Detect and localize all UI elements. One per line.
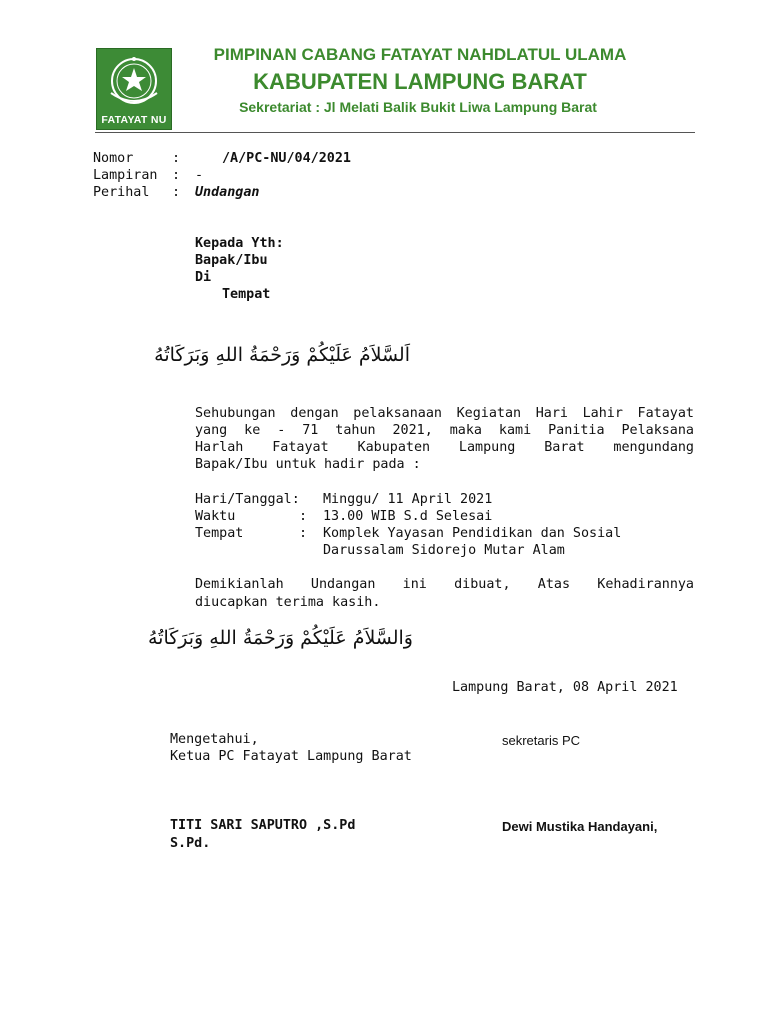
body-line: Bapak/Ibu untuk hadir pada :	[195, 457, 421, 472]
org-region: KABUPATEN LAMPUNG BARAT	[253, 69, 587, 94]
tempat-colon: :	[299, 526, 308, 541]
arabic-closing: وَالسَّلاَمُ عَلَيْكُمْ وَرَحْمَةُ اللهِ وَبَرَكَاتُهُ	[147, 627, 413, 649]
perihal-value: Undangan	[195, 185, 260, 200]
lampiran-colon: :	[172, 168, 181, 183]
secretary-title: sekretaris PC	[502, 733, 581, 748]
addressee-line: Tempat	[222, 287, 271, 302]
hari-label: Hari/Tanggal:	[195, 492, 300, 507]
body-line: Sehubungan dengan pelaksanaan Kegiatan Hari Lahir Fatayat	[195, 406, 694, 421]
chair-name: TITI SARI SAPUTRO ,S.Pd	[170, 818, 356, 833]
chair-title: Ketua PC Fatayat Lampung Barat	[170, 749, 412, 764]
waktu-label: Waktu	[195, 509, 236, 524]
closing-line: Demikianlah Undangan ini dibuat, Atas Kehadirannya	[195, 577, 694, 592]
arabic-greeting: اَلسَّلاَمُ عَلَيْكُمْ وَرَحْمَةُ اللهِ وَبَرَكَاتُهُ	[154, 344, 410, 366]
tempat-value-cont: Darussalam Sidorejo Mutar Alam	[323, 543, 565, 558]
nomor-label: Nomor	[93, 151, 134, 166]
nomor-colon: :	[172, 151, 181, 166]
closing-line: diucapkan terima kasih.	[195, 595, 381, 610]
lampiran-label: Lampiran	[93, 168, 158, 183]
secretary-name: Dewi Mustika Handayani,	[502, 819, 658, 834]
org-address: Sekretariat : Jl Melati Balik Bukit Liwa Lampung Barat	[239, 99, 597, 115]
hari-value: Minggu/ 11 April 2021	[323, 492, 493, 507]
addressee-line: Kepada Yth:	[195, 236, 284, 251]
logo-label: FATAYAT NU	[101, 114, 167, 126]
org-title: PIMPINAN CABANG FATAYAT NAHDLATUL ULAMA	[213, 45, 627, 64]
perihal-label: Perihal	[93, 185, 150, 200]
letter-date: Lampung Barat, 08 April 2021	[452, 680, 678, 695]
lampiran-value: -	[195, 168, 204, 183]
nomor-value: /A/PC-NU/04/2021	[222, 151, 351, 166]
addressee-line: Bapak/Ibu	[195, 253, 268, 268]
addressee-line: Di	[195, 270, 212, 285]
waktu-value: 13.00 WIB S.d Selesai	[323, 509, 493, 524]
acknowledge-label: Mengetahui,	[170, 732, 259, 747]
body-line: Harlah Fatayat Kabupaten Lampung Barat mengundang	[195, 440, 694, 455]
chair-name-suffix: S.Pd.	[170, 836, 211, 851]
waktu-colon: :	[299, 509, 308, 524]
tempat-value: Komplek Yayasan Pendidikan dan Sosial	[323, 526, 622, 541]
body-line: yang ke - 71 tahun 2021, maka kami Panitia Pelaksana	[195, 423, 694, 438]
perihal-colon: :	[172, 185, 181, 200]
tempat-label: Tempat	[195, 526, 244, 541]
header-divider	[95, 132, 695, 133]
